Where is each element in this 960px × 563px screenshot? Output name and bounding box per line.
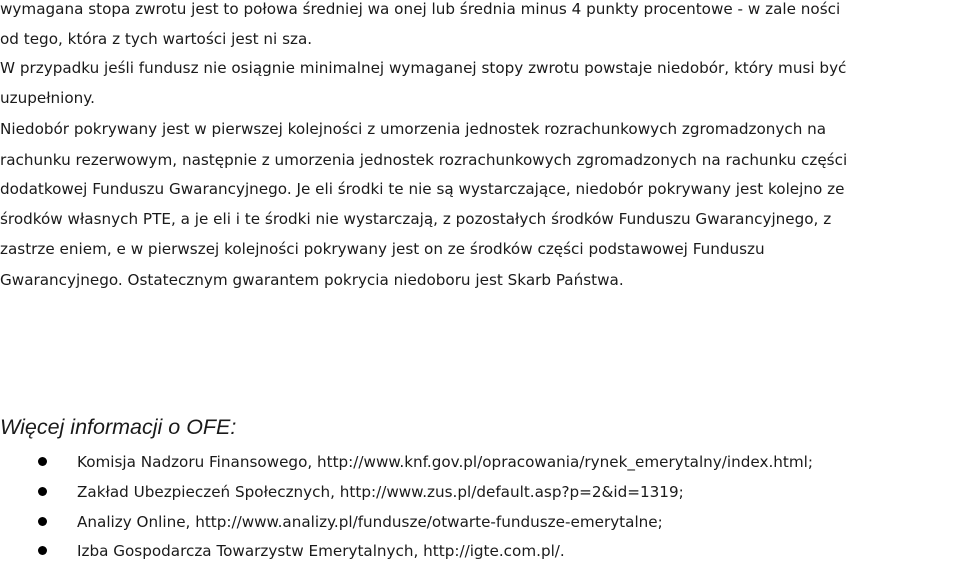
more-info-heading: Więcej informacji o OFE: — [0, 415, 237, 439]
list-item — [0, 540, 960, 562]
text-line: od tego, która z tych wartości jest ni sza. — [0, 30, 313, 48]
text-line: zastrze eniem, e w pierwszej kolejności pokrywany jest on ze środków części podstawowej Funduszu — [0, 240, 765, 258]
text-line: Gwarancyjnego. Ostatecznym gwarantem pokrycia niedoboru jest Skarb Państwa. — [0, 271, 624, 289]
list-item-text: Komisja Nadzoru Finansowego, http://www.knf.gov.pl/opracowania/rynek_emerytalny/index.html; — [77, 453, 813, 471]
bullet-icon — [38, 487, 47, 496]
text-line: W przypadku jeśli fundusz nie osiągnie minimalnej wymaganej stopy zwrotu powstaje niedobór, który musi być — [0, 59, 847, 77]
list-item — [0, 511, 960, 533]
text-line: Niedobór pokrywany jest w pierwszej kolejności z umorzenia jednostek rozrachunkowych zgromadzonych na — [0, 120, 827, 138]
list-item-text: Izba Gospodarcza Towarzystw Emerytalnych, http://igte.com.pl/. — [77, 542, 565, 560]
text-line: środków własnych PTE, a je eli i te środki nie wystarczają, z pozostałych środków Funduszu Gwarancyjnego, z — [0, 210, 832, 228]
list-item — [0, 481, 960, 503]
list-item-text: Zakład Ubezpieczeń Społecznych, http://www.zus.pl/default.asp?p=2&id=1319; — [77, 483, 684, 501]
text-line: dodatkowej Funduszu Gwarancyjnego. Je eli środki te nie są wystarczające, niedobór pokrywany jest kolejno ze — [0, 180, 845, 198]
text-line: uzupełniony. — [0, 89, 95, 107]
bullet-icon — [38, 546, 47, 555]
list-item-text: Analizy Online, http://www.analizy.pl/fundusze/otwarte-fundusze-emerytalne; — [77, 513, 663, 531]
text-line: wymagana stopa zwrotu jest to połowa średniej wa onej lub średnia minus 4 punkty procentowe - w zale ności — [0, 0, 841, 18]
text-line: rachunku rezerwowym, następnie z umorzenia jednostek rozrachunkowych zgromadzonych na rachunku części — [0, 151, 848, 169]
list-item — [0, 451, 960, 473]
bullet-icon — [38, 457, 47, 466]
bullet-icon — [38, 517, 47, 526]
